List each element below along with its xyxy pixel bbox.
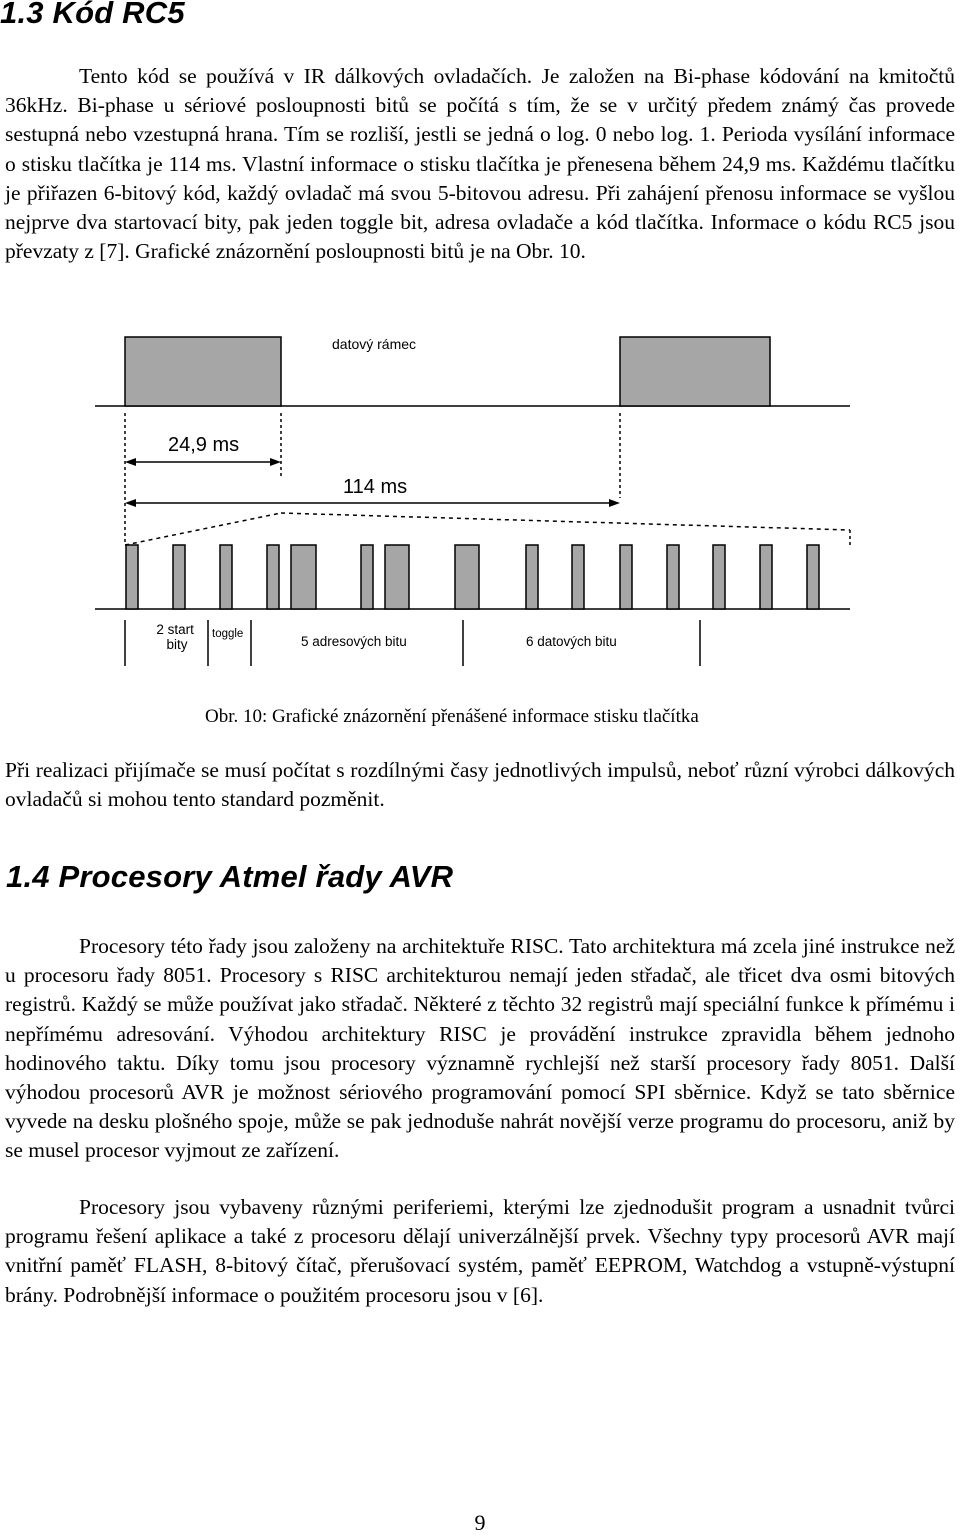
bit-pulse-9 <box>572 545 584 609</box>
dimension-period <box>125 476 620 507</box>
paragraph-avr-2 <box>5 1193 955 1310</box>
paragraph-avr-2-text: Procesory jsou vybaveny různými periferiemi, kterými lze zjednodušit program a usnadnit tvůrci programu řešení aplikace a také z procesoru dělají univerzálnější prvek. Všechny typy procesorů AVR mají vnitřní paměť FLASH, 8-bitový čítač, přerušovací systém, paměť EEPROM, Watchdog a vstupně-výstupní brány. Podrobnější informace o použitém procesoru jsou v [6]. <box>5 1195 955 1307</box>
label-toggle: toggle <box>212 628 244 640</box>
bit-pulse-7 <box>455 545 479 609</box>
label-frame: datový rámec <box>332 336 417 352</box>
label-address: 5 adresových bitu <box>301 634 407 649</box>
label-period: 114 ms <box>343 476 408 498</box>
label-start-bits-line1: 2 start <box>156 622 194 637</box>
rc5-timing-figure <box>0 0 960 700</box>
bit-pulse-5 <box>361 545 373 609</box>
zoom-lines <box>125 513 850 545</box>
frame-timeline <box>95 336 850 406</box>
frame-block-right <box>620 337 770 406</box>
bit-sequence <box>95 545 850 609</box>
bit-pulse-toggle <box>220 545 232 609</box>
dimension-frame-time <box>125 434 281 466</box>
paragraph-rc5-text: Tento kód se používá v IR dálkových ovladačích. Je založen na Bi-phase kódování na kmitočtů 36kHz. Bi-phase u sériové posloupnosti bitů se počítá s tím, že se v určitý předem známý čas provede sestupná nebo vzestupná hrana. Tím se rozliší, jestli se jedná o log. 0 nebo log. 1. Perioda vysílání informace o stisku tlačítka je 114 ms. Vlastní informace o stisku tlačítka je přenesena během 24,9 ms. Každému tlačítku je přiřazen 6-bitový kód, každý ovladač má svou 5-bitovou adresu. Při zahájení přenosu informace se vyšlou nejprve dva startovací bity, pak jeden toggle bit, adresa ovladače a kód tlačítka. Informace o kódu RC5 jsou převzaty z [7]. Grafické znázornění posloupnosti bitů je na Obr. 10. <box>5 64 955 264</box>
bit-pulse-13 <box>760 545 772 609</box>
paragraph-avr-1-text: Procesory této řady jsou založeny na architektuře RISC. Tato architektura má zcela jiné instrukce než u procesoru řady 8051. Procesory s RISC architekturou nemají jeden střadač, ale třicet dva osmi bitových registrů. Každý se může používat jako střadač. Některé z těchto 32 registrů mají speciální funkce k přímému i nepřímému adresování. Výhodou architektury RISC je provádění instrukce zpravidla během jednoho hodinového taktu. Díky tomu jsou procesory významně rychlejší než starší procesory řady 8051. Další výhodou procesorů AVR je možnost sériového programování pomocí SPI sběrnice. Když se tato sběrnice vyvede na desku plošného spoje, může se pak jednoduše nahrát novější verze programu do procesoru, aniž by se musel procesor vyjmout ze zařízení. <box>5 934 955 1163</box>
page-number: 9 <box>474 1510 486 1535</box>
label-start-bits <box>156 622 197 652</box>
bit-pulses <box>126 545 819 609</box>
frame-block-left <box>125 337 281 406</box>
label-start-bits-line2: bity <box>166 637 188 652</box>
section-heading-avr: 1.4 Procesory Atmel řady AVR <box>6 859 454 894</box>
bit-pulse-8 <box>526 545 538 609</box>
label-frame-time: 24,9 ms <box>168 434 240 456</box>
section-heading-rc5: 1.3 Kód RC5 <box>0 0 185 30</box>
figure-caption: Obr. 10: Grafické znázornění přenášené informace stisku tlačítka <box>205 706 699 727</box>
bit-pulse-12 <box>713 545 725 609</box>
bit-pulse-start-2 <box>173 545 185 609</box>
bit-pulse-3 <box>267 545 279 609</box>
bit-pulse-14 <box>807 545 819 609</box>
label-data: 6 datových bitu <box>526 634 617 649</box>
time-markers <box>125 413 850 545</box>
bit-pulse-11 <box>667 545 679 609</box>
paragraph-avr-1 <box>5 932 955 1166</box>
bit-pulse-start-1 <box>126 545 138 609</box>
bit-pulse-6 <box>385 545 409 609</box>
bit-pulse-4 <box>291 545 316 609</box>
paragraph-after-figure: Při realizaci přijímače se musí počítat s rozdílnými časy jednotlivých impulsů, neboť různí výrobci dálkových ovladačů si mohou tento standard pozměnit. <box>5 758 955 812</box>
bit-pulse-10 <box>620 545 632 609</box>
